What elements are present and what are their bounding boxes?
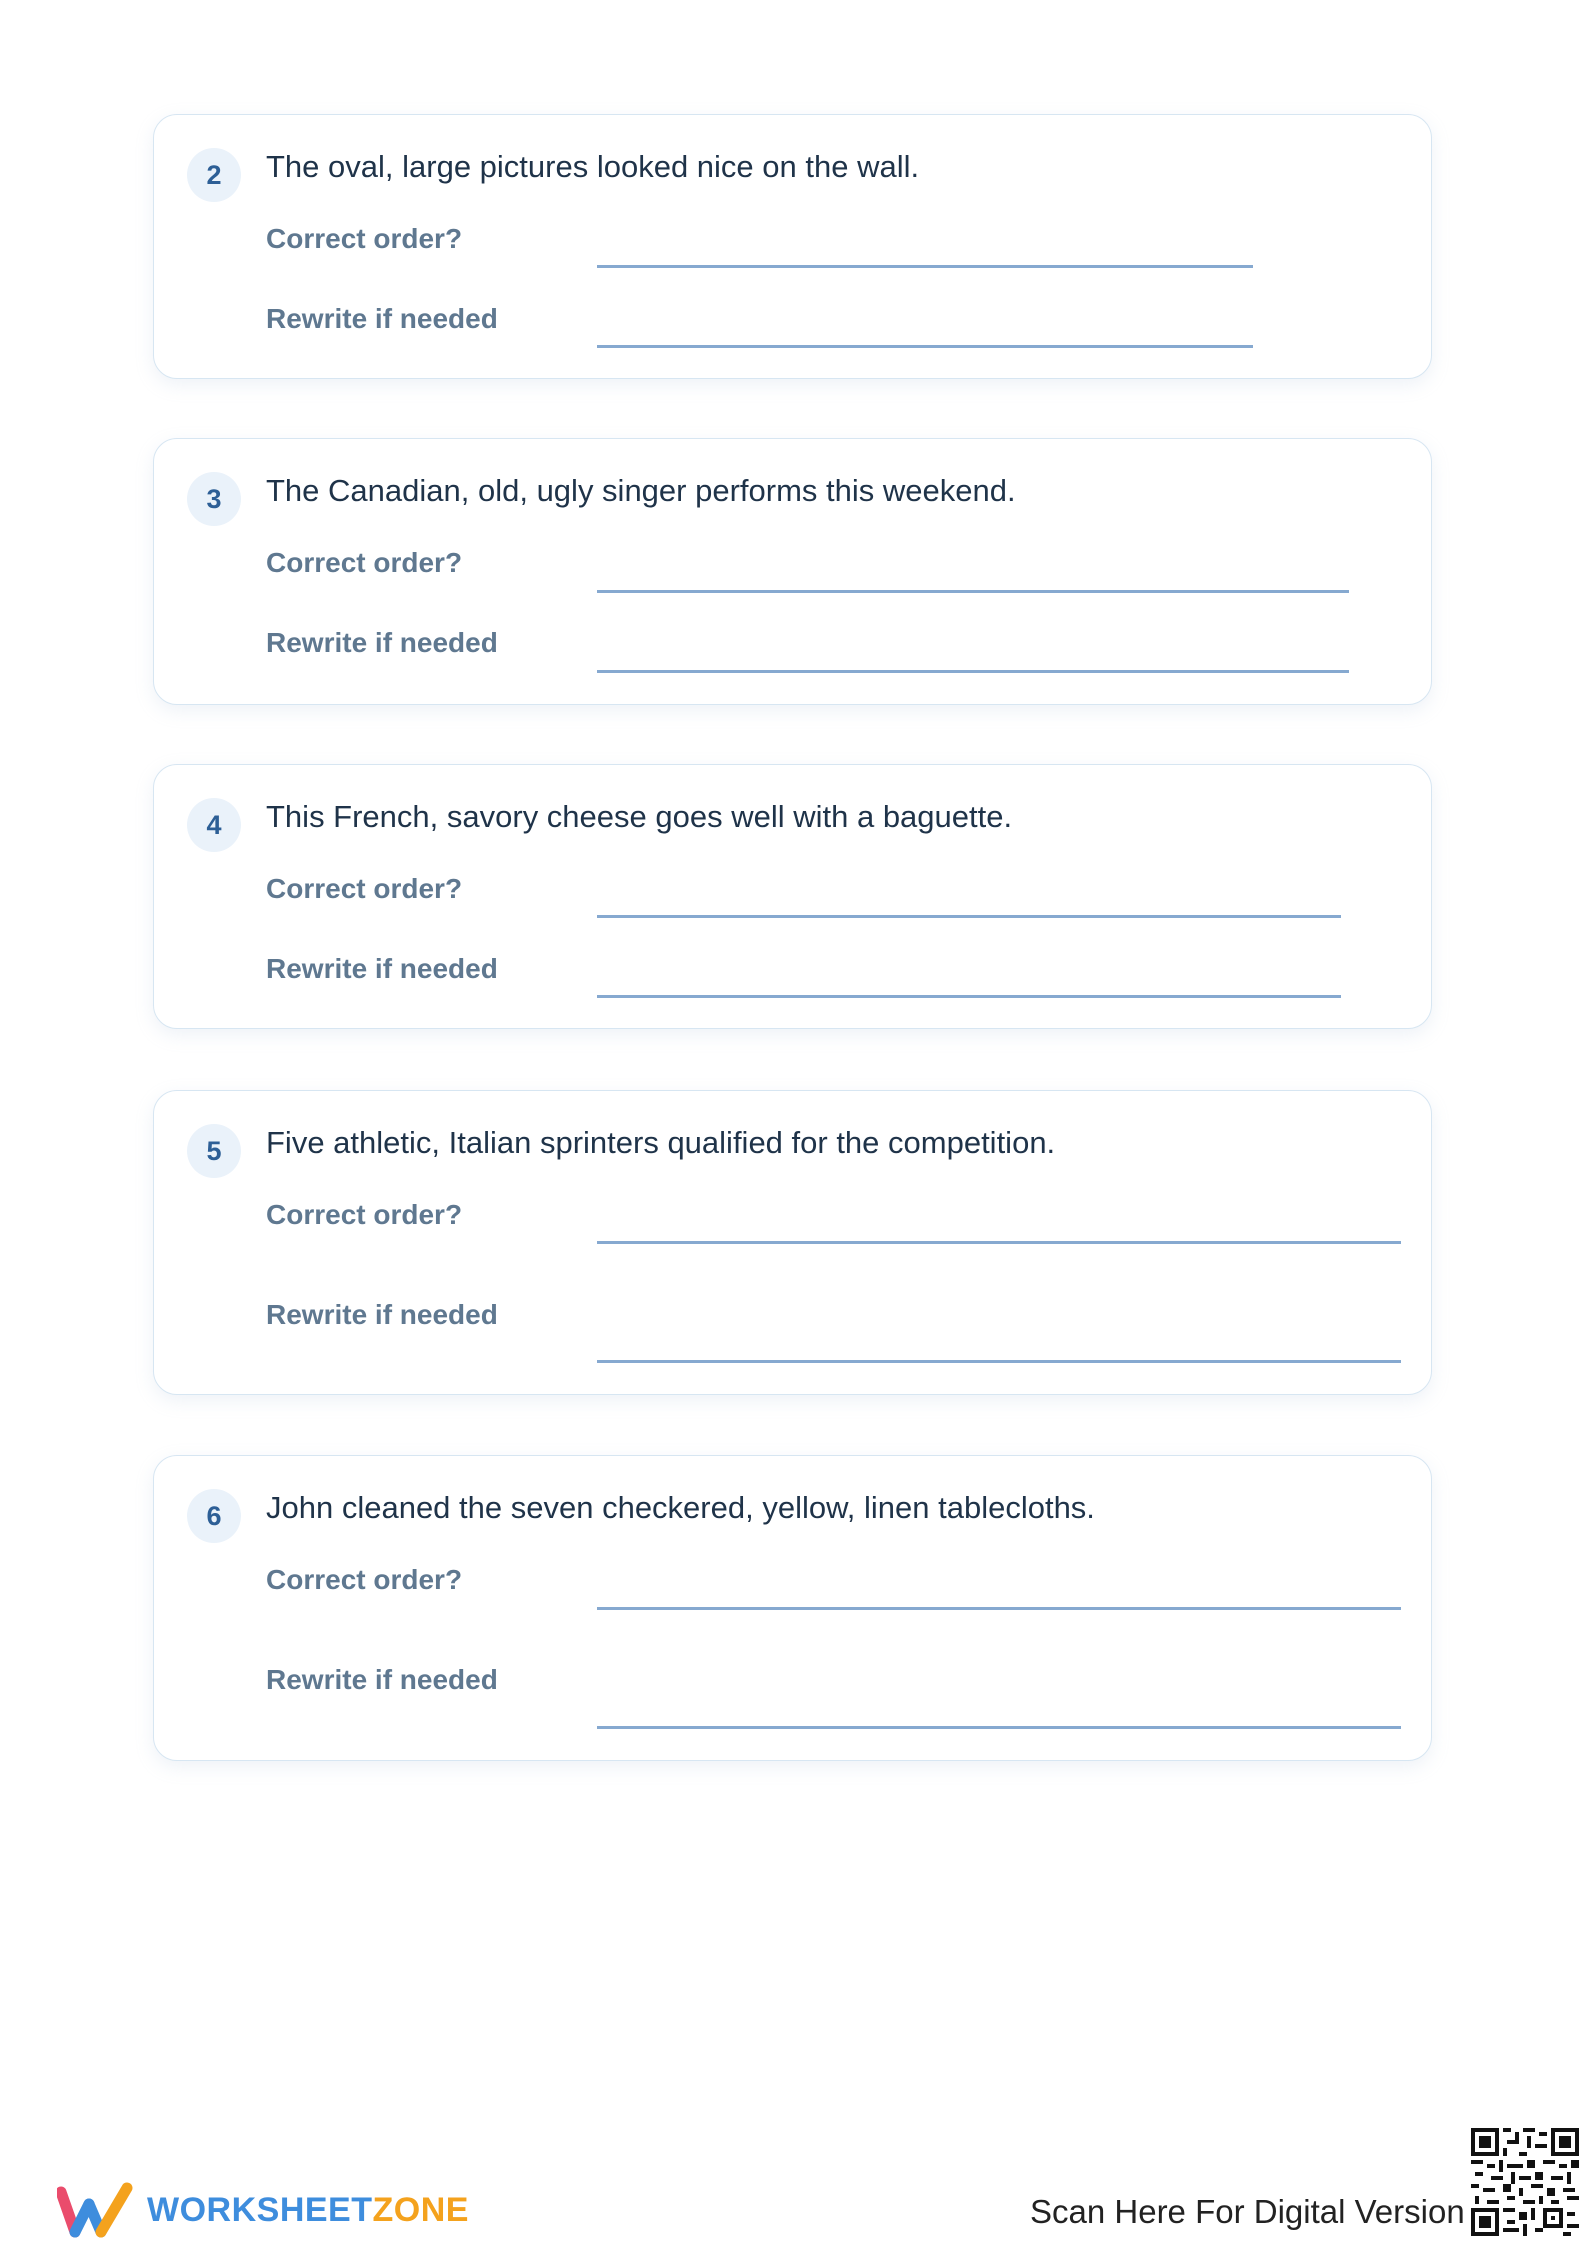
w-logo-icon (57, 2182, 133, 2238)
question-card (153, 764, 1432, 1029)
correct-order-label: Correct order? (266, 1199, 463, 1230)
question-sentence: John cleaned the seven checkered, yellow, linen tablecloths. (266, 1490, 1095, 1525)
question-number-badge: 3 (187, 472, 241, 526)
correct-order-label: Correct order? (266, 873, 463, 904)
rewrite-label: Rewrite if needed (266, 1664, 498, 1695)
question-number-badge: 5 (187, 1124, 241, 1178)
question-card (153, 438, 1432, 705)
rewrite-label: Rewrite if needed (266, 1299, 498, 1330)
question-card (153, 1090, 1432, 1395)
question-sentence: This French, savory cheese goes well with a baguette. (266, 799, 1013, 834)
correct-order-label: Correct order? (266, 1564, 463, 1595)
rewrite-answer-line[interactable] (597, 345, 1253, 348)
question-sentence: The oval, large pictures looked nice on the wall. (266, 149, 920, 184)
brand-name-part1: WORKSHEET (147, 2190, 373, 2229)
question-number-badge: 2 (187, 148, 241, 202)
worksheetzone-logo (57, 2182, 469, 2238)
question-number-badge: 6 (187, 1489, 241, 1543)
correct-order-answer-line[interactable] (597, 1241, 1401, 1244)
question-sentence: Five athletic, Italian sprinters qualified for the competition. (266, 1125, 1056, 1160)
brand-name (147, 2191, 469, 2230)
rewrite-answer-line[interactable] (597, 1360, 1401, 1363)
rewrite-label: Rewrite if needed (266, 303, 498, 334)
correct-order-answer-line[interactable] (597, 915, 1341, 918)
correct-order-label: Correct order? (266, 547, 463, 578)
question-card (153, 114, 1432, 379)
question-sentence: The Canadian, old, ugly singer performs this weekend. (266, 473, 1016, 508)
rewrite-label: Rewrite if needed (266, 627, 498, 658)
correct-order-label: Correct order? (266, 223, 463, 254)
question-card (153, 1455, 1432, 1761)
correct-order-answer-line[interactable] (597, 265, 1253, 268)
correct-order-answer-line[interactable] (597, 1607, 1401, 1610)
rewrite-label: Rewrite if needed (266, 953, 498, 984)
correct-order-answer-line[interactable] (597, 590, 1349, 593)
rewrite-answer-line[interactable] (597, 670, 1349, 673)
rewrite-answer-line[interactable] (597, 995, 1341, 998)
scan-instruction: Scan Here For Digital Version (1030, 2193, 1465, 2230)
brand-name-part2: ZONE (372, 2190, 469, 2229)
rewrite-answer-line[interactable] (597, 1726, 1401, 1729)
question-number-badge: 4 (187, 798, 241, 852)
qr-code-icon[interactable] (1471, 2128, 1579, 2236)
